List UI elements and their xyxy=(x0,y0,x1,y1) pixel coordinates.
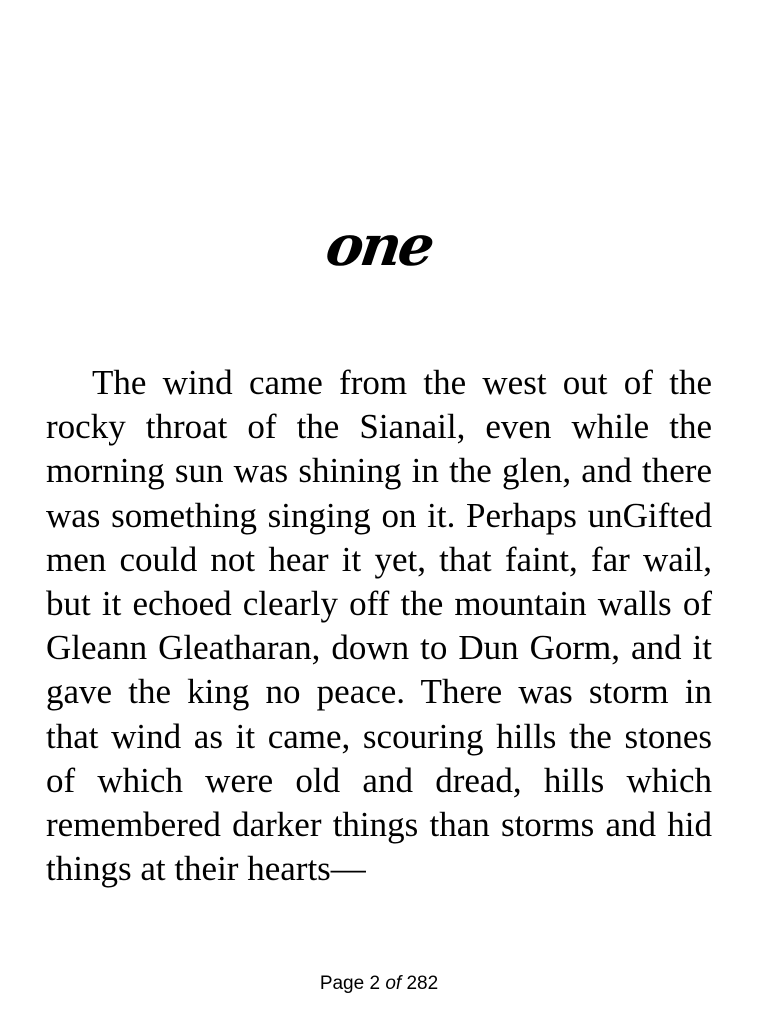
of-label: of xyxy=(385,973,402,994)
page-indicator xyxy=(0,972,758,996)
total-pages-number: 282 xyxy=(406,973,439,994)
chapter-title: one xyxy=(322,213,436,279)
chapter-body-paragraph: The wind came from the west out of the rocky throat of the Sianail, even while the morning sun was shining in the glen, and there was something singing on it. Perhaps unGifted men could not hear it yet, that faint, far wail, but it echoed clearly off the mountain walls of Gleann Gleatharan, down to Dun Gorm, and it gave the king no peace. There was storm in that wind as it came, scouring hills the stones of which were old and dread, hills which remembered darker things than storms and hid things at their hearts— xyxy=(46,363,712,889)
page-label: Page xyxy=(319,973,365,994)
current-page-number: 2 xyxy=(369,973,381,994)
